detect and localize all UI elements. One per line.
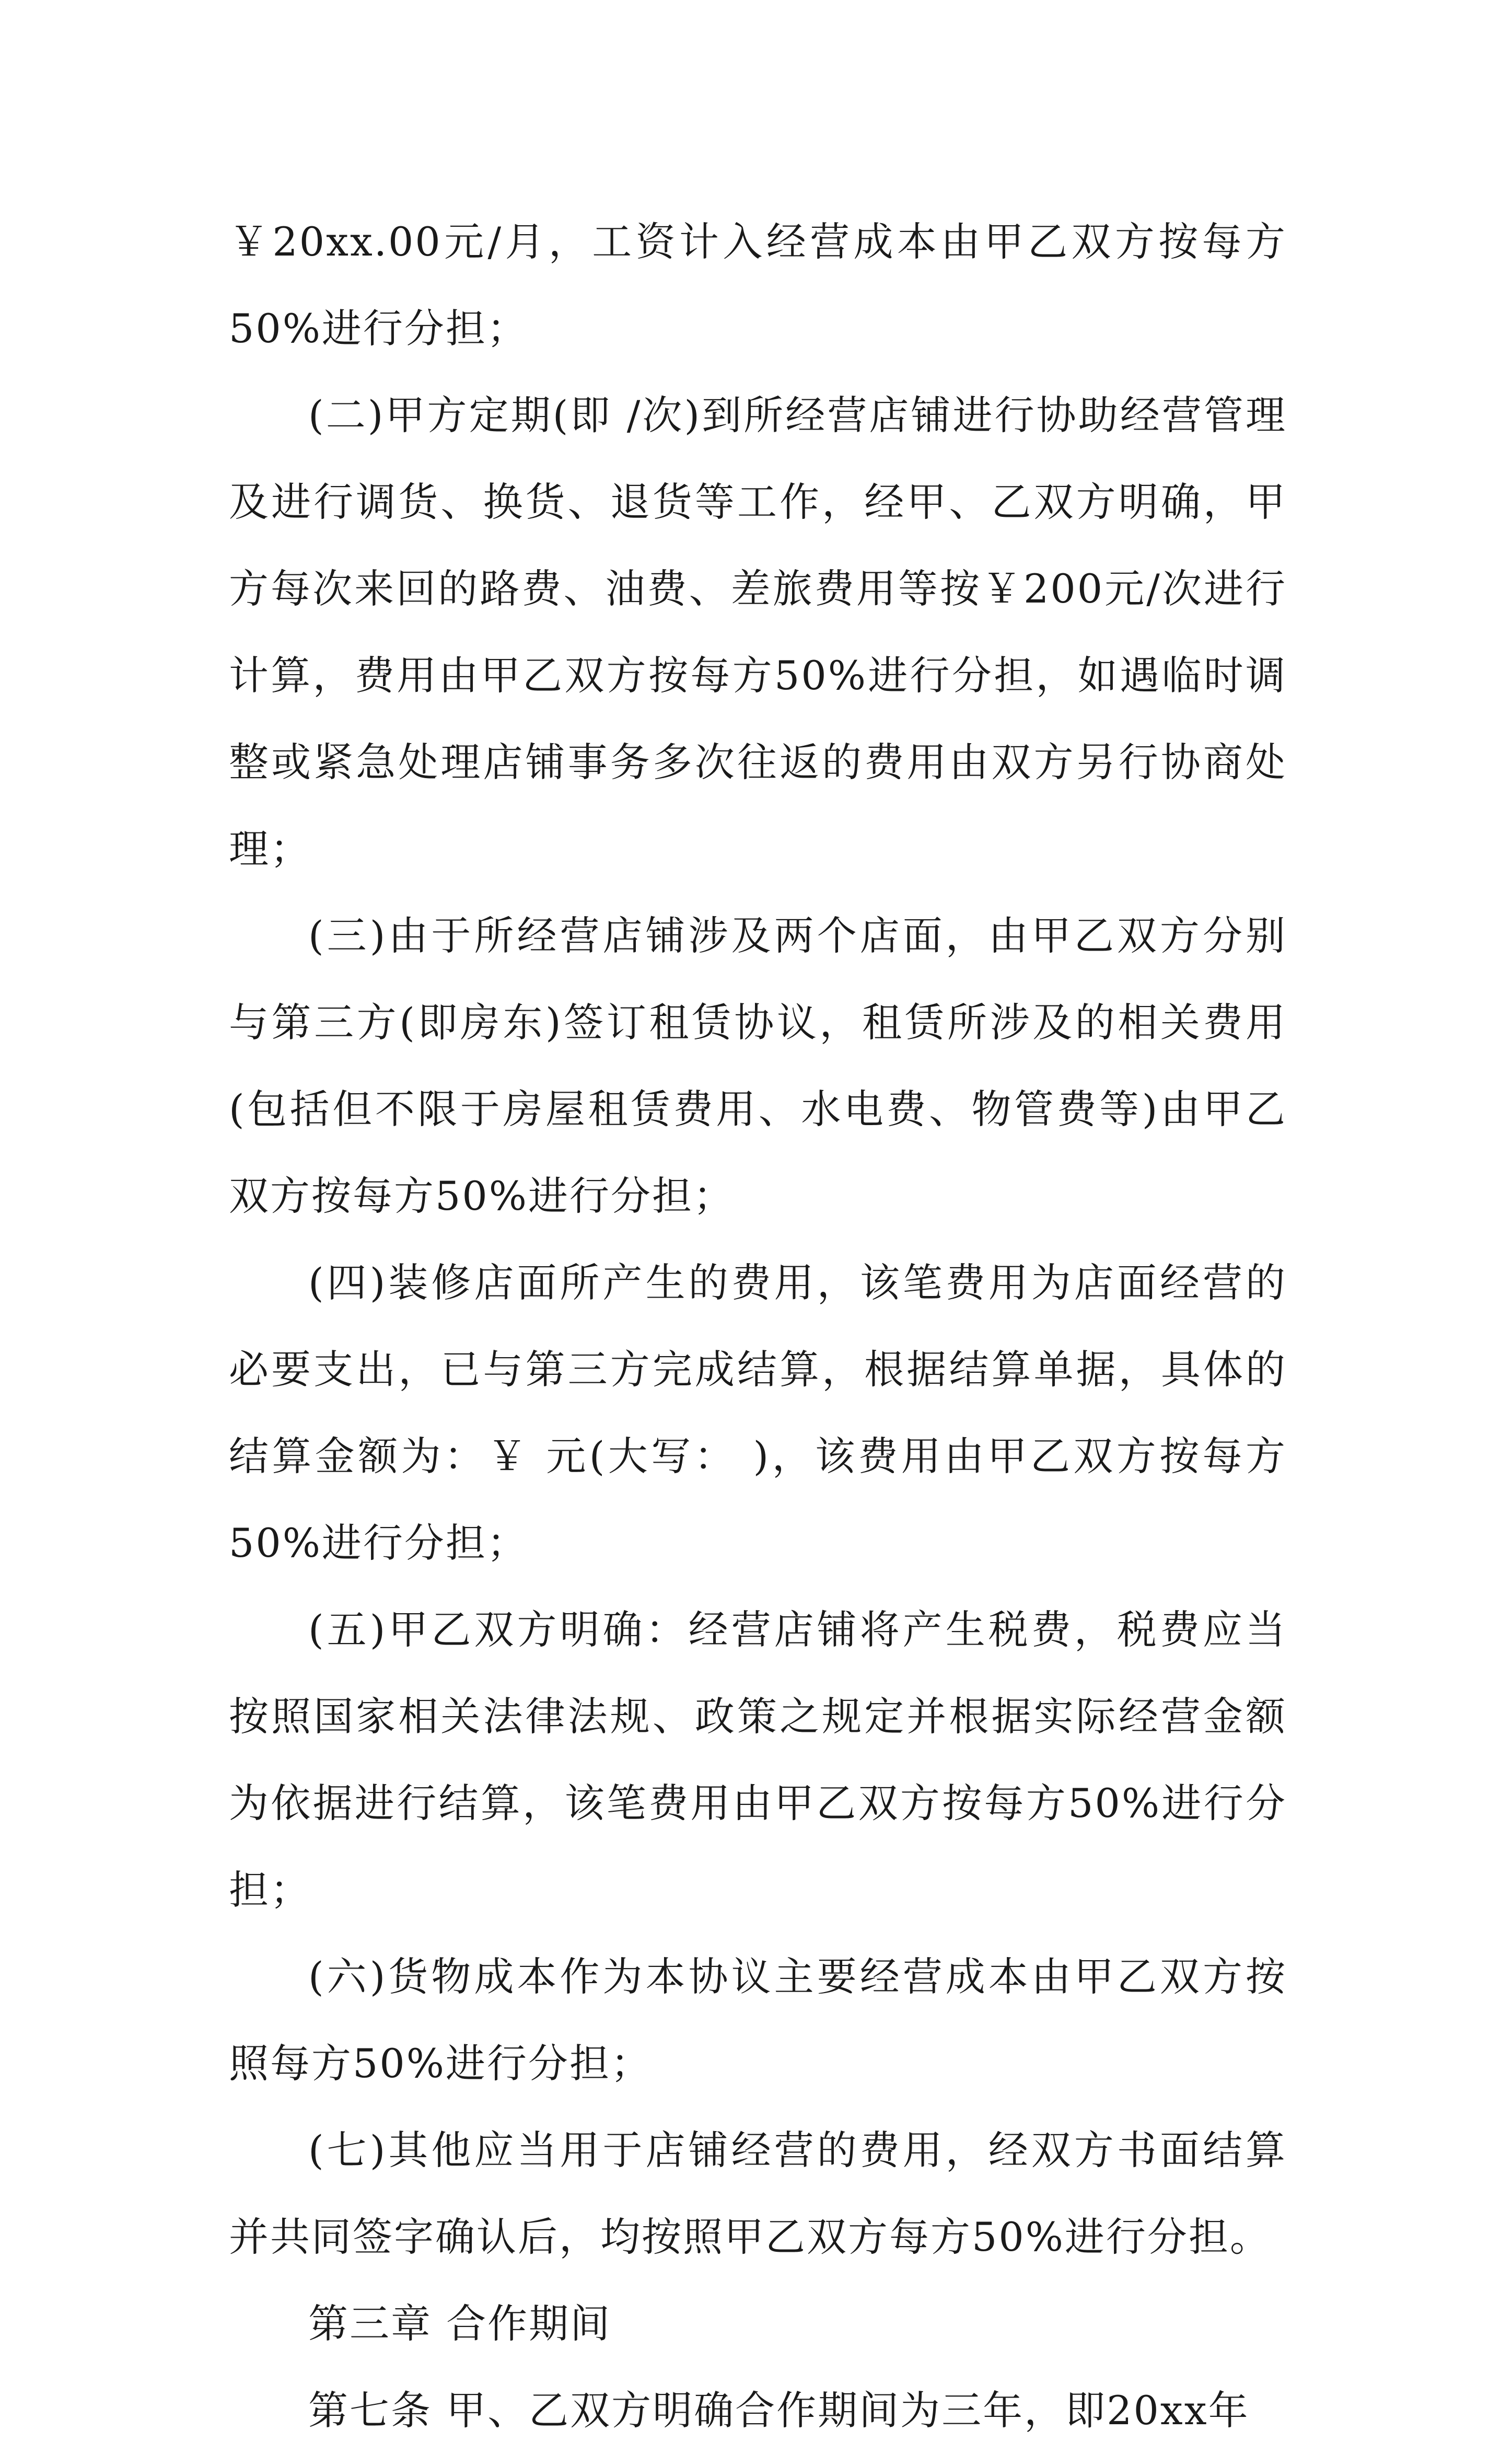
paragraph-clause-6-goods-cost: (六)货物成本作为本协议主要经营成本由甲乙双方按照每方50%进行分担； (229, 1953, 1287, 2087)
paragraph-clause-5-taxes: (五)甲乙双方明确：经营店铺将产生税费，税费应当按照国家相关法律法规、政策之规定并根据实际经营金额为依据进行结算，该笔费用由甲乙双方按每方50%进行分担； (229, 1606, 1287, 1913)
paragraph-clause-7-other-costs: (七)其他应当用于店铺经营的费用，经双方书面结算并共同签字确认后，均按照甲乙双方每方50%进行分担。 (229, 2127, 1287, 2260)
paragraph-clause-3-lease-costs: (三)由于所经营店铺涉及两个店面，由甲乙双方分别与第三方(即房东)签订租赁协议，租赁所涉及的相关费用(包括但不限于房屋租赁费用、水电费、物管费等)由甲乙双方按每方50%进行分担； (229, 912, 1287, 1219)
paragraph-clause-2-travel-costs: (二)甲方定期(即 /次)到所经营店铺进行协助经营管理及进行调货、换货、退货等工作，经甲、乙双方明确，甲方每次来回的路费、油费、差旅费用等按￥200元/次进行计算，费用由甲乙双方按每方50%进行分担，如遇临时调整或紧急处理店铺事务多次往返的费用由双方另行协商处理； (229, 392, 1287, 872)
paragraph-clause-4-renovation-costs: (四)装修店面所产生的费用，该笔费用为店面经营的必要支出，已与第三方完成结算，根据结算单据，具体的结算金额为：￥ 元(大写： )，该费用由甲乙双方按每方50%进行分担； (229, 1259, 1287, 1566)
document-body (229, 199, 1287, 2454)
paragraph-salary-continuation: ￥20xx.00元/月，工资计入经营成本由甲乙双方按每方50%进行分担； (229, 218, 1287, 352)
paragraph-article-7: 第七条 甲、乙双方明确合作期间为三年，即20xx年 (308, 2387, 1250, 2434)
chapter-heading: 第三章 合作期间 (308, 2300, 612, 2347)
